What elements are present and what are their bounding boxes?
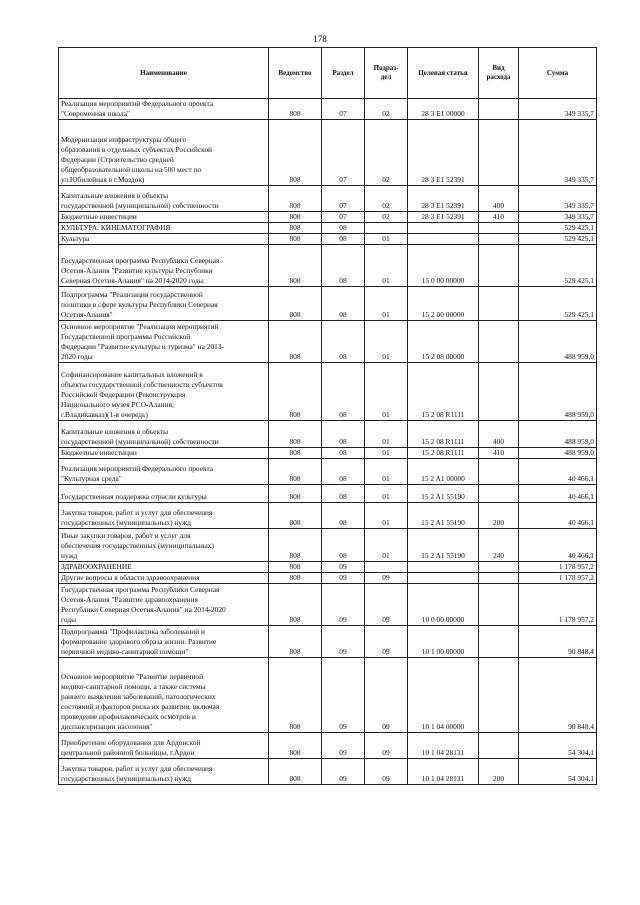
row-target-item: 28 3 E1 00000 (408, 99, 479, 120)
row-subsection: 01 (365, 234, 408, 245)
row-amount: 40 466,1 (519, 503, 597, 529)
row-section: 08 (322, 321, 365, 363)
row-section: 09 (322, 733, 365, 759)
row-name: Подпрограмма "Профилактика заболеваний и формирование здорового образа жизни. Развитие первичной медико-санитарной помощи" (59, 626, 269, 658)
row-department: 808 (269, 584, 322, 626)
row-amount: 40 466,1 (519, 485, 597, 503)
row-section: 07 (322, 120, 365, 186)
row-section: 09 (322, 584, 365, 626)
row-target-item: 15 2 08 00000 (408, 321, 479, 363)
row-target-item (408, 223, 479, 234)
row-subsection: 02 (365, 99, 408, 120)
table-row (59, 448, 597, 459)
row-target-item: 10 0 00 00000 (408, 584, 479, 626)
row-amount: 529 425,1 (519, 245, 597, 287)
row-subsection: 09 (365, 584, 408, 626)
table-row (59, 212, 597, 223)
row-expense-type: 400 (479, 186, 519, 212)
row-department: 808 (269, 658, 322, 733)
row-target-item: 15 2 08 R1111 (408, 421, 479, 448)
row-expense-type: 400 (479, 421, 519, 448)
row-department: 808 (269, 562, 322, 573)
row-name: Модернизация инфраструктуры общего образования в отдельных субъектах Российской Федерации (Строительство средней общеобразовательной школы на 500 мест по ул.Юбилейная в г.Моздок) (59, 120, 269, 186)
row-amount: 54 304,1 (519, 733, 597, 759)
row-department: 808 (269, 186, 322, 212)
row-expense-type (479, 573, 519, 584)
row-department: 808 (269, 459, 322, 485)
row-amount: 529 425,1 (519, 287, 597, 321)
row-expense-type (479, 626, 519, 658)
row-subsection (365, 223, 408, 234)
row-amount: 54 304,1 (519, 759, 597, 785)
row-name: Капитальные вложения в объекты государственной (муниципальной) собственности (59, 186, 269, 212)
row-target-item: 15 2 A1 55190 (408, 485, 479, 503)
table-row (59, 99, 597, 120)
row-subsection: 02 (365, 186, 408, 212)
table-row (59, 584, 597, 626)
row-target-item: 10 1 04 28131 (408, 759, 479, 785)
row-subsection: 01 (365, 321, 408, 363)
row-name: Государственная поддержка отрасли культуры (59, 485, 269, 503)
row-target-item: 28 3 E1 52391 (408, 212, 479, 223)
row-name: Закупка товаров, работ и услуг для обеспечения государственных (муниципальных) нужд (59, 503, 269, 529)
table-row (59, 759, 597, 785)
row-name: КУЛЬТУРА, КИНЕМАТОГРАФИЯ (59, 223, 269, 234)
row-subsection: 09 (365, 573, 408, 584)
row-section: 08 (322, 421, 365, 448)
row-subsection: 02 (365, 212, 408, 223)
row-amount: 529 425,1 (519, 223, 597, 234)
row-expense-type (479, 658, 519, 733)
row-department: 808 (269, 363, 322, 421)
row-department: 808 (269, 245, 322, 287)
row-subsection: 09 (365, 626, 408, 658)
header-name: Наименование (59, 48, 269, 99)
row-name: Культура (59, 234, 269, 245)
row-subsection: 01 (365, 485, 408, 503)
row-amount: 40 466,1 (519, 529, 597, 562)
row-department: 808 (269, 234, 322, 245)
row-target-item: 15 2 A1 55190 (408, 529, 479, 562)
header-expense-type: Вид расхода (479, 48, 519, 99)
row-section: 09 (322, 658, 365, 733)
row-section: 08 (322, 245, 365, 287)
row-expense-type (479, 223, 519, 234)
row-target-item: 15 0 00 00000 (408, 245, 479, 287)
header-department: Ведомство (269, 48, 322, 99)
row-expense-type (479, 363, 519, 421)
row-section: 08 (322, 234, 365, 245)
row-expense-type (479, 234, 519, 245)
row-expense-type (479, 459, 519, 485)
row-section: 08 (322, 363, 365, 421)
row-section: 08 (322, 529, 365, 562)
row-department: 808 (269, 223, 322, 234)
table-row (59, 223, 597, 234)
row-expense-type: 410 (479, 212, 519, 223)
row-section: 07 (322, 186, 365, 212)
row-name: Государственная программа Республики Северная Осетия-Алания "Развитие здравоохранения Республики Северная Осетия-Алания" на 2014-2020 годы (59, 584, 269, 626)
row-amount: 488 959,0 (519, 448, 597, 459)
row-section: 08 (322, 459, 365, 485)
row-target-item: 15 2 A1 55190 (408, 503, 479, 529)
table-row (59, 421, 597, 448)
row-expense-type (479, 287, 519, 321)
row-amount: 349 335,7 (519, 99, 597, 120)
table-row (59, 459, 597, 485)
header-section: Раздел (322, 48, 365, 99)
page-number: 178 (313, 34, 327, 44)
row-section: 08 (322, 287, 365, 321)
row-expense-type (479, 485, 519, 503)
row-name: Бюджетные инвестиции (59, 212, 269, 223)
row-department: 808 (269, 120, 322, 186)
row-expense-type: 240 (479, 529, 519, 562)
row-amount: 349 335,7 (519, 120, 597, 186)
row-subsection: 02 (365, 120, 408, 186)
row-subsection: 01 (365, 448, 408, 459)
row-name: Реализация мероприятий Федерального проекта "Современная школа" (59, 99, 269, 120)
row-target-item: 15 2 A1 00000 (408, 459, 479, 485)
row-subsection: 01 (365, 245, 408, 287)
row-section: 09 (322, 759, 365, 785)
header-target-item: Целевая статья (408, 48, 479, 99)
row-section: 09 (322, 626, 365, 658)
row-expense-type: 200 (479, 759, 519, 785)
table-row (59, 626, 597, 658)
row-section: 08 (322, 223, 365, 234)
row-amount: 349 335,7 (519, 186, 597, 212)
row-expense-type (479, 245, 519, 287)
row-target-item: 10 1 04 28131 (408, 733, 479, 759)
row-department: 808 (269, 99, 322, 120)
table-header-row (59, 48, 597, 99)
row-expense-type (479, 99, 519, 120)
row-name: Бюджетные инвестиции (59, 448, 269, 459)
row-subsection: 01 (365, 459, 408, 485)
table-row (59, 234, 597, 245)
row-amount: 488 959,0 (519, 321, 597, 363)
row-subsection: 09 (365, 658, 408, 733)
table-row (59, 529, 597, 562)
row-subsection (365, 562, 408, 573)
budget-table (58, 47, 597, 785)
table-row (59, 658, 597, 733)
row-name: Другие вопросы в области здравоохранения (59, 573, 269, 584)
row-department: 808 (269, 626, 322, 658)
row-name: Капитальные вложения в объекты государственной (муниципальной) собственности (59, 421, 269, 448)
table-row (59, 321, 597, 363)
row-department: 808 (269, 421, 322, 448)
row-expense-type (479, 321, 519, 363)
row-section: 09 (322, 562, 365, 573)
row-name: Софинансирование капитальных вложений в объекты государственной собственности субъектов Российской Федерации (Реконструкция Национального музея РСО-Алания, г.Владикавказ)(1-я очередь) (59, 363, 269, 421)
row-target-item (408, 573, 479, 584)
table-row (59, 363, 597, 421)
row-subsection: 01 (365, 503, 408, 529)
row-target-item (408, 562, 479, 573)
row-section: 08 (322, 448, 365, 459)
row-department: 808 (269, 503, 322, 529)
table-row (59, 503, 597, 529)
table-row (59, 733, 597, 759)
row-subsection: 01 (365, 287, 408, 321)
row-amount: 40 466,1 (519, 459, 597, 485)
table-row (59, 186, 597, 212)
row-amount: 90 848,4 (519, 658, 597, 733)
row-section: 08 (322, 485, 365, 503)
row-amount: 529 425,1 (519, 234, 597, 245)
row-name: Государственная программа Республики Северная Осетия-Алания "Развитие культуры Республики Северная Осетия-Алания" на 2014-2020 годы (59, 245, 269, 287)
row-name: Основное мероприятие "Реализация мероприятий Государственной программы Российской Федерации "Развитие культуры и туризма" на 2013- 2020 годы (59, 321, 269, 363)
row-target-item: 15 2 08 R1111 (408, 448, 479, 459)
row-amount: 90 848,4 (519, 626, 597, 658)
header-subsection: Подраз- дел (365, 48, 408, 99)
table-row (59, 120, 597, 186)
row-expense-type (479, 733, 519, 759)
row-target-item: 15 2 00 00000 (408, 287, 479, 321)
row-name: Реализация мероприятий Федерального проекта "Культурная среда" (59, 459, 269, 485)
row-target-item: 15 2 08 R1111 (408, 363, 479, 421)
row-subsection: 01 (365, 529, 408, 562)
row-target-item: 28 3 E1 52391 (408, 120, 479, 186)
row-name: ЗДРАВООХРАНЕНИЕ (59, 562, 269, 573)
row-expense-type: 200 (479, 503, 519, 529)
row-target-item: 10 1 00 00000 (408, 626, 479, 658)
row-section: 07 (322, 212, 365, 223)
row-subsection: 01 (365, 421, 408, 448)
row-department: 808 (269, 321, 322, 363)
row-department: 808 (269, 529, 322, 562)
table-row (59, 573, 597, 584)
row-target-item (408, 234, 479, 245)
row-name: Подпрограмма "Реализация государственной политики в сфере культуры Республики Северная Осетия-Алания" (59, 287, 269, 321)
table-row (59, 287, 597, 321)
row-subsection: 09 (365, 733, 408, 759)
row-section: 09 (322, 573, 365, 584)
row-expense-type (479, 562, 519, 573)
row-department: 808 (269, 759, 322, 785)
row-department: 808 (269, 733, 322, 759)
row-section: 08 (322, 503, 365, 529)
header-amount: Сумма (519, 48, 597, 99)
row-amount: 1 178 957,2 (519, 584, 597, 626)
row-name: Приобретение оборудования для Ардонской центральной районной больницы, г.Ардон (59, 733, 269, 759)
row-department: 808 (269, 573, 322, 584)
row-target-item: 28 3 E1 52391 (408, 186, 479, 212)
row-expense-type (479, 584, 519, 626)
row-amount: 1 178 957,2 (519, 573, 597, 584)
table-body (59, 99, 597, 785)
row-subsection: 01 (365, 363, 408, 421)
table-row (59, 562, 597, 573)
row-subsection: 09 (365, 759, 408, 785)
row-name: Закупка товаров, работ и услуг для обеспечения государственных (муниципальных) нужд (59, 759, 269, 785)
row-department: 808 (269, 212, 322, 223)
row-expense-type (479, 120, 519, 186)
row-department: 808 (269, 448, 322, 459)
row-expense-type: 410 (479, 448, 519, 459)
row-target-item: 10 1 04 00000 (408, 658, 479, 733)
row-amount: 488 959,0 (519, 363, 597, 421)
row-section: 07 (322, 99, 365, 120)
row-amount: 488 959,0 (519, 421, 597, 448)
row-amount: 349 335,7 (519, 212, 597, 223)
row-department: 808 (269, 485, 322, 503)
table-row (59, 485, 597, 503)
row-name: Основное мероприятие "Развитие первичной медико-санитарной помощи, а также системы раннего выявления заболеваний, патологических состояний и факторов риска их развития, включая проведение профилактических осмотров и диспансеризации населения" (59, 658, 269, 733)
row-amount: 1 178 957,2 (519, 562, 597, 573)
row-name: Иные закупки товаров, работ и услуг для обеспечения государственных (муниципальных) нужд (59, 529, 269, 562)
row-department: 808 (269, 287, 322, 321)
table-row (59, 245, 597, 287)
